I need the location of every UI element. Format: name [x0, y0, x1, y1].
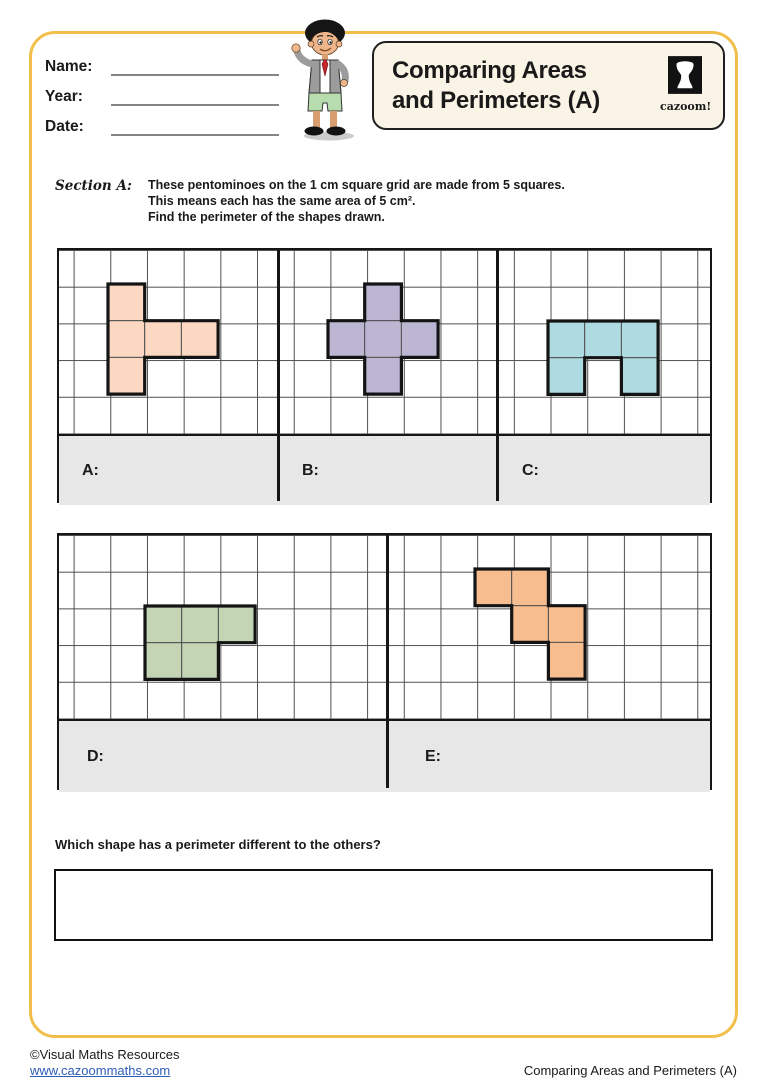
cazoom-logo	[660, 56, 710, 113]
question-text: Which shape has a perimeter different to the others?	[55, 837, 381, 852]
year-input-line[interactable]	[111, 82, 279, 106]
pentomino-A	[104, 280, 222, 398]
year-label: Year:	[45, 88, 83, 105]
instruction-line-3: Find the perimeter of the shapes drawn.	[148, 210, 385, 224]
answer-label-row	[59, 434, 710, 505]
pentomino-grid-2	[57, 533, 712, 790]
name-row	[45, 46, 279, 76]
answer-box[interactable]	[54, 869, 713, 941]
shape-label-D: D:	[87, 747, 104, 765]
name-label: Name:	[45, 58, 93, 75]
panel-divider	[386, 535, 389, 788]
worksheet-title-box	[372, 41, 725, 130]
pentomino-D	[141, 602, 259, 720]
mascot-boy-illustration	[283, 18, 367, 147]
section-a-instructions	[148, 177, 565, 225]
footer-doc-title: Comparing Areas and Perimeters (A)	[523, 1063, 737, 1078]
title-line-1: Comparing Areas	[392, 57, 587, 84]
footer-link[interactable]: www.cazoommaths.com	[30, 1063, 171, 1078]
panel-divider	[277, 250, 280, 501]
worksheet-title	[392, 56, 600, 116]
date-input-line[interactable]	[111, 112, 279, 136]
student-info-block	[45, 46, 279, 136]
year-row	[45, 76, 279, 106]
date-row	[45, 106, 279, 136]
instruction-line-1: These pentominoes on the 1 cm square grid are made from 5 squares.	[148, 178, 565, 192]
shape-label-E: E:	[425, 747, 441, 765]
pentomino-C	[544, 317, 662, 435]
pentomino-E	[471, 565, 589, 683]
shape-label-C: C:	[522, 461, 539, 479]
section-a-label: Section A:	[55, 178, 132, 194]
footer-copyright: ©Visual Maths Resources	[30, 1047, 180, 1062]
pentomino-grid-1	[57, 248, 712, 503]
name-input-line[interactable]	[111, 52, 279, 76]
cazoom-logo-icon	[668, 56, 702, 94]
shape-label-A: A:	[82, 461, 99, 479]
panel-divider	[496, 250, 499, 501]
title-line-2: and Perimeters (A)	[392, 87, 600, 114]
section-a	[55, 177, 565, 225]
cazoom-logo-text: cazoom!	[660, 100, 712, 113]
pentomino-B	[324, 280, 442, 398]
date-label: Date:	[45, 118, 84, 135]
instruction-line-2: This means each has the same area of 5 cm².	[148, 194, 416, 208]
shape-label-B: B:	[302, 461, 319, 479]
answer-label-row	[59, 719, 710, 792]
